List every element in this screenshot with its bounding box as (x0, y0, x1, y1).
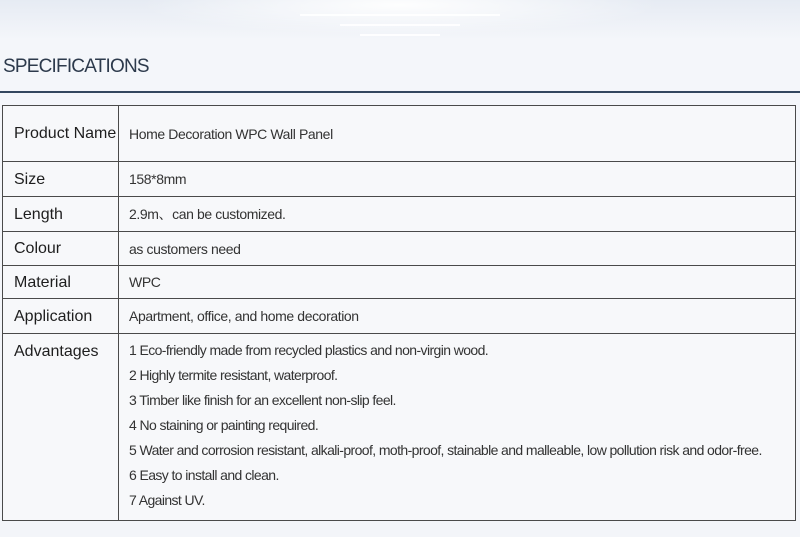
list-item: 1 Eco-friendly made from recycled plastics and non-virgin wood. (129, 342, 489, 358)
specifications-table (2, 105, 796, 521)
spec-label: Colour (3, 232, 119, 266)
spec-row-product-name (3, 106, 796, 162)
spec-label: Size (3, 162, 119, 197)
spec-label: Application (3, 299, 119, 334)
spec-value: as customers need (119, 232, 796, 266)
advantages-list (129, 338, 795, 513)
spec-row-material (3, 266, 796, 299)
spec-value (119, 334, 796, 521)
spec-row-colour (3, 232, 796, 266)
header-glow-line (300, 14, 500, 16)
spec-row-advantages (3, 334, 796, 521)
spec-value: 158*8mm (119, 162, 796, 197)
spec-value: WPC (119, 266, 796, 299)
spec-label: Advantages (3, 334, 119, 521)
header-glow (0, 0, 800, 45)
spec-label: Length (3, 197, 119, 232)
list-item: 4 No staining or painting required. (129, 417, 319, 433)
spec-label: Product Name (3, 106, 119, 162)
spec-value: Apartment, office, and home decoration (119, 299, 796, 334)
title-divider (0, 91, 800, 93)
spec-value: 2.9m、can be customized. (119, 197, 796, 232)
spec-row-length (3, 197, 796, 232)
spec-row-size (3, 162, 796, 197)
header-glow-line (340, 24, 460, 26)
list-item: 7 Against UV. (129, 492, 205, 508)
spec-value: Home Decoration WPC Wall Panel (119, 106, 796, 162)
page-title: SPECIFICATIONS (3, 56, 149, 77)
list-item: 6 Easy to install and clean. (129, 467, 279, 483)
spec-row-application (3, 299, 796, 334)
header-glow-line (360, 34, 440, 36)
list-item: 5 Water and corrosion resistant, alkali-proof, moth-proof, stainable and malleable, low pollution risk and odor-free. (129, 442, 762, 458)
list-item: 3 Timber like finish for an excellent non-slip feel. (129, 392, 396, 408)
spec-label: Material (3, 266, 119, 299)
list-item: 2 Highly termite resistant, waterproof. (129, 367, 338, 383)
